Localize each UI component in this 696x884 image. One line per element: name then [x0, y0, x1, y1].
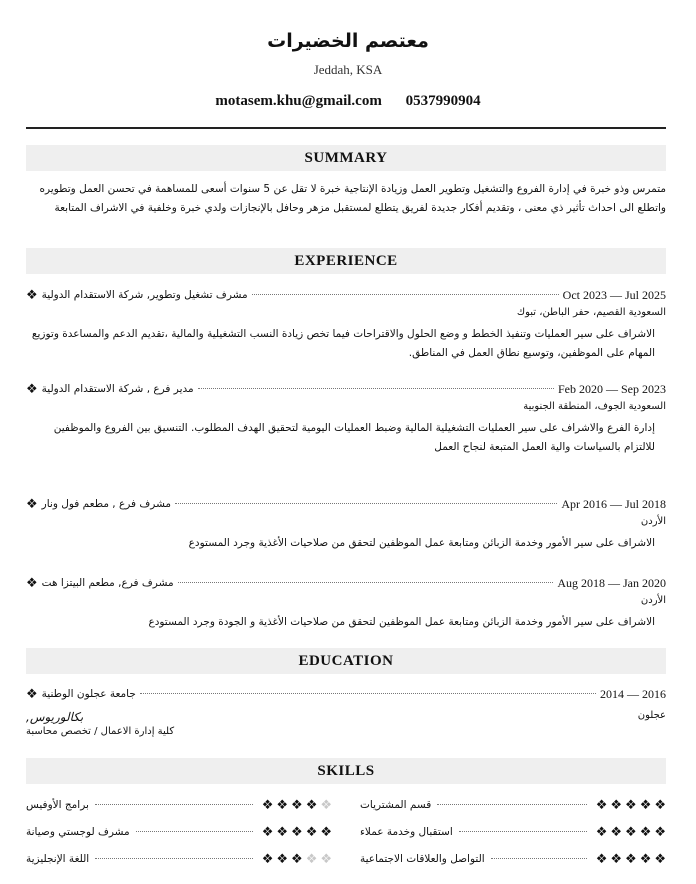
rating-filled-icon: ❖	[261, 797, 274, 813]
skill-name: اللغة الإنجليزية	[26, 853, 90, 865]
rating-filled-icon: ❖	[305, 824, 318, 840]
ornament-icon: ❖	[26, 686, 38, 702]
rating-empty-icon: ❖	[320, 797, 332, 813]
experience-entry	[26, 381, 666, 397]
skill-item	[26, 851, 332, 867]
location: Jeddah, KSA	[313, 62, 383, 77]
rating-filled-icon: ❖	[625, 851, 637, 867]
education-location: عجلون	[637, 710, 666, 721]
dotted-leader	[491, 851, 587, 859]
rating-filled-icon: ❖	[639, 797, 652, 813]
rating-filled-icon: ❖	[261, 824, 274, 840]
rating-filled-icon: ❖	[639, 851, 652, 867]
skill-rating	[593, 852, 666, 867]
experience-entry	[26, 287, 666, 303]
rating-filled-icon: ❖	[595, 851, 608, 867]
dotted-leader	[136, 824, 253, 832]
skill-item	[360, 824, 666, 840]
skill-name: برامج الأوفيس	[26, 799, 89, 811]
job-description: إدارة الفرع والاشراف على سير العمليات التشغيلية المالية وضبط العمليات اليومية لتحقيق الهدف المطلوب. التنسيق بين الفروع والموظفين للالتزام بالسياسات والية العمل المتبعة لنجاح العمل	[53, 422, 655, 453]
dotted-leader	[252, 287, 559, 295]
job-location: الأردن	[640, 595, 666, 606]
section-experience-heading: EXPERIENCE	[26, 248, 666, 274]
rating-filled-icon: ❖	[654, 851, 666, 867]
rating-filled-icon: ❖	[276, 824, 289, 840]
phone: 0537990904	[405, 93, 481, 109]
job-description: الاشراف على سير الأمور وخدمة الزبائن ومتابعة عمل الموظفين لتحقق من صلاحيات الأغذية و الجودة وجرد المستودع	[148, 616, 655, 628]
skill-name: التواصل والعلاقات الاجتماعية	[360, 853, 485, 865]
job-dates: Feb 2020 — Sep 2023	[558, 381, 666, 396]
skill-name: مشرف لوجستي وصيانة	[26, 826, 130, 838]
candidate-name: معتصم الخضيرات	[267, 30, 429, 52]
skill-item	[360, 797, 666, 813]
ornament-icon: ❖	[26, 287, 38, 303]
skill-rating	[593, 798, 666, 813]
rating-filled-icon: ❖	[276, 797, 289, 813]
education-dates: 2014 — 2016	[600, 686, 666, 701]
section-skills-heading: SKILLS	[26, 758, 666, 784]
rating-filled-icon: ❖	[639, 824, 652, 840]
rating-filled-icon: ❖	[610, 797, 623, 813]
job-title: مشرف تشغيل وتطوير, شركة الاستقدام الدولية	[41, 289, 248, 301]
dotted-leader	[459, 824, 587, 832]
skill-name: قسم المشتريات	[360, 799, 432, 811]
rating-filled-icon: ❖	[291, 824, 303, 840]
rating-empty-icon: ❖	[305, 851, 318, 867]
ornament-icon: ❖	[26, 575, 38, 591]
job-location: الأردن	[640, 516, 666, 527]
job-title: مشرف فرع, مطعم البيتزا هت	[41, 577, 174, 589]
job-dates: Aug 2018 — Jan 2020	[557, 575, 666, 590]
education-entry	[26, 686, 666, 702]
rating-filled-icon: ❖	[595, 824, 608, 840]
rating-filled-icon: ❖	[261, 851, 274, 867]
section-education-heading: EDUCATION	[26, 648, 666, 674]
rating-filled-icon: ❖	[305, 797, 318, 813]
degree-details: كلية إدارة الاعمال / تخصص محاسبة	[26, 726, 175, 737]
rating-empty-icon: ❖	[320, 851, 332, 867]
rating-filled-icon: ❖	[610, 824, 623, 840]
rating-filled-icon: ❖	[291, 797, 303, 813]
email-link[interactable]: motasem.khu@gmail.com	[215, 93, 382, 109]
dotted-leader	[140, 686, 596, 694]
ornament-icon: ❖	[26, 381, 38, 397]
dotted-leader	[95, 797, 253, 805]
skill-name: استقبال وخدمة عملاء	[360, 826, 453, 838]
dotted-leader	[95, 851, 252, 859]
experience-entry	[26, 575, 666, 591]
rating-filled-icon: ❖	[654, 824, 666, 840]
skill-item	[26, 797, 332, 813]
job-dates: Oct 2023 — Jul 2025	[562, 287, 666, 302]
job-description: الاشراف على سير العمليات وتنفيذ الخطط و وضع الحلول والاقتراحات فيما تخص زيادة النسب التشغيلية والمالية ،تقديم الدعم والمساعدة وتوزيع المهام على الموظفين، وتوسيع نطاق العمل في المناطق.	[31, 328, 655, 359]
contact-line	[0, 93, 696, 110]
job-title: مشرف فرع , مطعم فول ونار	[41, 498, 172, 510]
section-summary-heading: SUMMARY	[26, 145, 666, 171]
degree: بكالوريوس,	[26, 710, 84, 724]
header-divider	[26, 127, 666, 129]
dotted-leader	[198, 381, 554, 389]
experience-entry	[26, 496, 666, 512]
skill-item	[360, 851, 666, 867]
skill-rating	[259, 798, 332, 813]
rating-filled-icon: ❖	[654, 797, 666, 813]
skill-rating	[593, 825, 666, 840]
rating-filled-icon: ❖	[595, 797, 608, 813]
dotted-leader	[437, 797, 586, 805]
rating-filled-icon: ❖	[625, 824, 637, 840]
dotted-leader	[178, 575, 554, 583]
rating-filled-icon: ❖	[291, 851, 303, 867]
job-location: السعودية القصيم، حفر الباطن، تبوك	[516, 307, 666, 318]
skill-rating	[259, 852, 332, 867]
skill-item	[26, 824, 332, 840]
job-location: السعودية الجوف، المنطقة الجنوبية	[523, 401, 666, 412]
rating-filled-icon: ❖	[276, 851, 289, 867]
rating-filled-icon: ❖	[610, 851, 623, 867]
job-title: مدير فرع , شركة الاستقدام الدولية	[41, 383, 194, 395]
school-name: جامعة عجلون الوطنية	[41, 688, 136, 700]
ornament-icon: ❖	[26, 496, 38, 512]
rating-filled-icon: ❖	[320, 824, 332, 840]
summary-text: متمرس وذو خبرة في إدارة الفروع والتشغيل وتطوير العمل وزيادة الإنتاجية خبرة لا تقل عن 5 سنوات أسعى للمساهمة في تحسن العمل وتطويره واتطلع الى احداث تأثير ذي معنى ، وتقديم أفكار جديدة لفريق يتطلع لمستقبل مزهر وحافل بالإنجازات ولدي خبرة وخلفية في الاشراف المتابعة	[39, 183, 666, 214]
skill-rating	[259, 825, 332, 840]
rating-filled-icon: ❖	[625, 797, 637, 813]
job-dates: Apr 2016 — Jul 2018	[561, 496, 666, 511]
dotted-leader	[175, 496, 557, 504]
job-description: الاشراف على سير الأمور وخدمة الزبائن ومتابعة عمل الموظفين لتحقق من صلاحيات الأغذية وجرد المستودع	[188, 537, 655, 549]
